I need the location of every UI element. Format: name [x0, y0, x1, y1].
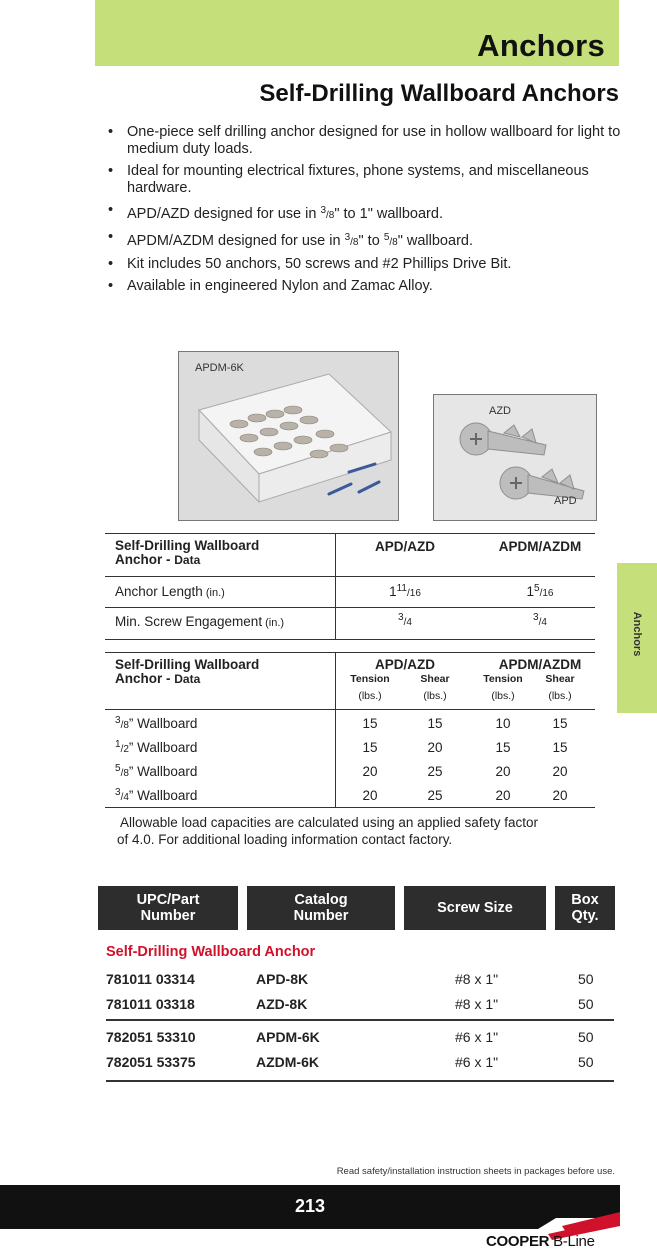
section-title: Self-Drilling Wallboard Anchors — [259, 80, 619, 107]
row-unit: (in.) — [262, 617, 285, 629]
feature-text: APDM/AZDM designed for use in — [127, 233, 345, 249]
value-cell: 20 — [427, 740, 443, 755]
feature-item — [108, 256, 628, 273]
header-line: Qty. — [571, 908, 599, 924]
fraction-den: /8 — [120, 720, 129, 731]
value-cell: 25 — [427, 764, 443, 779]
table-row — [105, 783, 595, 807]
fraction — [320, 206, 334, 222]
row-label — [115, 739, 197, 755]
row-label-text: ” Wallboard — [128, 788, 198, 803]
fraction-den: /4 — [403, 617, 412, 628]
screw-cell: #6 x 1" — [455, 1054, 499, 1070]
value-cell: 15 — [362, 716, 378, 731]
row-label — [115, 763, 197, 779]
fraction-num: 5 — [115, 763, 121, 774]
fraction-num: 3 — [398, 612, 404, 623]
header-line: UPC/Part — [136, 892, 200, 908]
value-cell: 15 — [552, 716, 568, 731]
fraction-num: 3 — [344, 232, 351, 243]
table-row — [105, 759, 595, 783]
screw-cell: #6 x 1" — [455, 1029, 499, 1045]
feature-text: " wallboard. — [397, 233, 473, 249]
header-line: Self-Drilling Wallboard — [115, 538, 260, 553]
fraction-num: 11 — [396, 583, 407, 594]
header-line: Screw Size — [437, 900, 513, 916]
row-unit: (in.) — [202, 587, 225, 599]
feature-text: " to 1" wallboard. — [334, 206, 443, 222]
load-table-header — [105, 653, 595, 710]
brand-logo — [486, 1233, 595, 1250]
header-line: Self-Drilling Wallboard — [115, 657, 260, 672]
qty-cell: 50 — [578, 971, 594, 987]
fraction-den: /8 — [120, 768, 129, 779]
sub-unit: (lbs.) — [358, 690, 382, 702]
header-line: Catalog — [294, 892, 348, 908]
divider — [106, 1080, 614, 1082]
fraction-den: /8 — [389, 237, 398, 248]
fraction-num: 3 — [533, 612, 539, 623]
fraction-num: 1 — [115, 739, 121, 750]
upc-cell: 782051 53375 — [106, 1054, 196, 1070]
col-apdm-azdm: APDM/AZDM — [498, 539, 582, 554]
value-cell: 15 — [362, 740, 378, 755]
row-label-text: ” Wallboard — [128, 764, 198, 779]
feature-text: APD/AZD designed for use in — [127, 206, 321, 222]
value: 1 — [389, 584, 397, 599]
catalog-cell: APDM-6K — [256, 1029, 320, 1045]
header-line: Anchor - — [115, 552, 175, 567]
sub-tension: Tension — [350, 673, 390, 685]
brand-cooper: COOPER — [486, 1233, 550, 1250]
feature-text: Ideal for mounting electrical fixtures, phone systems, and miscellaneous hardware. — [127, 163, 589, 196]
fraction-num: 3 — [320, 205, 326, 216]
qty-cell: 50 — [578, 1029, 594, 1045]
screw-cell: #8 x 1" — [455, 971, 499, 987]
azd-label: AZD — [489, 405, 511, 417]
apd-label: APD — [554, 495, 577, 507]
value: 1 — [526, 584, 535, 599]
header-line: Number — [293, 908, 349, 924]
dimensions-table — [105, 533, 595, 640]
page-number: 213 — [294, 1196, 326, 1216]
table-header-label — [115, 539, 259, 567]
anchor-photo — [433, 394, 597, 521]
divider — [106, 1019, 614, 1021]
row-label: Min. Screw Engagement — [115, 614, 263, 629]
row-label — [115, 715, 197, 731]
feature-text: " to — [358, 233, 384, 249]
group-title: Self-Drilling Wallboard Anchor — [106, 944, 316, 960]
brand-bline: B-Line — [549, 1233, 595, 1250]
sub-unit: (lbs.) — [491, 690, 515, 702]
fraction — [345, 233, 359, 249]
row-label: Anchor Length — [115, 584, 203, 599]
fraction-num: 5 — [534, 583, 540, 594]
value-cell: 15 — [552, 740, 568, 755]
row-label-text: ” Wallboard — [128, 740, 198, 755]
row-label-text: ” Wallboard — [128, 716, 198, 731]
header-line: Number — [140, 908, 196, 924]
col-apd-azd: APD/AZD — [375, 539, 435, 554]
load-note — [117, 814, 539, 848]
feature-item — [108, 229, 628, 251]
feature-list — [108, 124, 628, 300]
sub-shear: Shear — [545, 673, 575, 685]
header-upc — [98, 886, 238, 930]
catalog-cell: AZDM-6K — [256, 1054, 319, 1070]
sub-unit: (lbs.) — [423, 690, 447, 702]
page-heading: Anchors — [477, 28, 605, 63]
screw-cell: #8 x 1" — [455, 996, 499, 1012]
value-cell: 20 — [552, 764, 568, 779]
table-row — [105, 735, 595, 759]
qty-cell: 50 — [578, 1054, 594, 1070]
sub-tension: Tension — [483, 673, 523, 685]
col-apd-azd: APD/AZD — [375, 657, 435, 672]
header-line: Data — [174, 553, 201, 567]
qty-cell: 50 — [578, 996, 594, 1012]
header-line: Box — [571, 892, 599, 908]
catalog-cell: AZD-8K — [256, 996, 308, 1012]
row-label — [115, 787, 197, 803]
header-line: Anchor - — [115, 671, 175, 686]
table-row — [105, 576, 595, 608]
upc-cell: 782051 53310 — [106, 1029, 196, 1045]
table-row — [105, 711, 595, 735]
fraction-den: /16 — [539, 588, 554, 599]
feature-text: One-piece self drilling anchor designed for use in hollow wallboard for light to medium duty loads. — [127, 124, 621, 157]
note-line: of 4.0. For additional loading information contact factory. — [117, 832, 453, 847]
upc-cell: 781011 03318 — [106, 996, 195, 1012]
fraction-den: /4 — [120, 792, 129, 803]
value-cell: 15 — [427, 716, 443, 731]
value-cell: 20 — [495, 764, 511, 779]
fraction-num: 3 — [115, 787, 121, 798]
header-box-qty — [555, 886, 615, 930]
value-cell: 25 — [427, 788, 443, 803]
feature-item — [108, 124, 628, 158]
fraction-num: 3 — [115, 715, 121, 726]
dimensions-table-header — [105, 534, 595, 577]
kit-photo — [178, 351, 399, 521]
upc-cell: 781011 03314 — [106, 971, 195, 987]
anchor-kit-illustration — [179, 352, 398, 520]
safety-note: Read safety/installation instruction sheets in packages before use. — [336, 1166, 615, 1177]
value-cell: 20 — [362, 764, 378, 779]
feature-item — [108, 163, 628, 197]
fraction-num: 5 — [383, 232, 390, 243]
feature-item — [108, 278, 628, 295]
col-apdm-azdm: APDM/AZDM — [498, 657, 582, 672]
sub-unit: (lbs.) — [548, 690, 572, 702]
note-line: Allowable load capacities are calculated using an applied safety factor — [120, 815, 539, 830]
side-tab — [617, 563, 657, 713]
catalog-cell: APD-8K — [256, 971, 309, 987]
header-catalog — [247, 886, 395, 930]
table-row — [105, 607, 595, 637]
feature-item — [108, 202, 628, 224]
value-cell: 20 — [495, 788, 511, 803]
value-cell: 15 — [495, 740, 511, 755]
fraction-den: /8 — [326, 210, 335, 221]
value-cell: 20 — [362, 788, 378, 803]
header-screw — [404, 886, 546, 930]
kit-photo-label: APDM-6K — [195, 362, 244, 374]
feature-text: Kit includes 50 anchors, 50 screws and #2 Phillips Drive Bit. — [127, 256, 512, 272]
side-tab-label: Anchors — [631, 611, 643, 657]
sub-shear: Shear — [420, 673, 450, 685]
header-line: Data — [174, 672, 201, 686]
fraction-den: /8 — [350, 237, 359, 248]
fraction-den: /16 — [407, 588, 421, 599]
fraction-den: /2 — [120, 744, 129, 755]
load-table — [105, 652, 595, 808]
value-cell: 20 — [552, 788, 568, 803]
fraction-den: /4 — [538, 617, 547, 628]
value-cell: 10 — [495, 716, 511, 731]
fraction — [384, 233, 398, 249]
feature-text: Available in engineered Nylon and Zamac Alloy. — [127, 278, 433, 294]
table-header-label — [115, 658, 259, 686]
